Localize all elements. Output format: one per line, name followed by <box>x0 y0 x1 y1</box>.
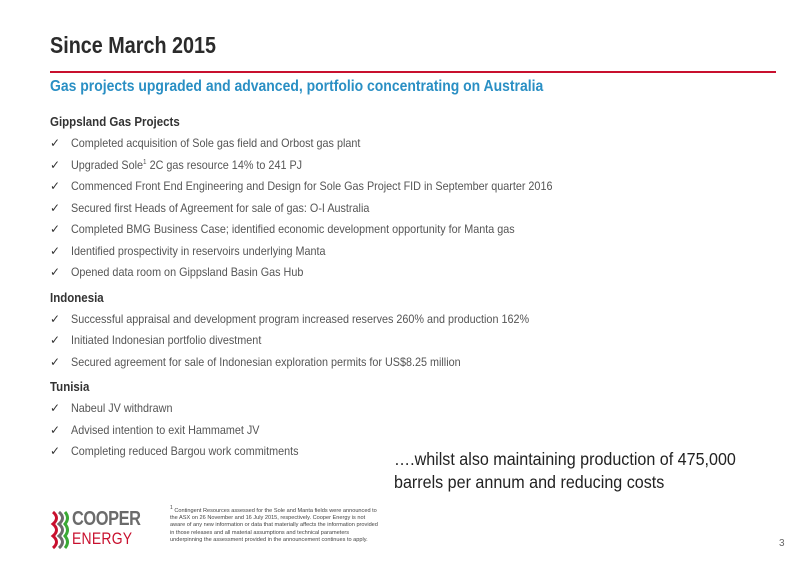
bullet-content <box>50 112 750 463</box>
checkmark-icon: ✓ <box>50 265 61 279</box>
bullet-item <box>50 262 750 284</box>
bullet-item <box>50 309 750 331</box>
bullet-item <box>50 198 750 220</box>
bullet-text: Identified prospectivity in reservoirs underlying Manta <box>71 243 326 258</box>
bullet-text: Nabeul JV withdrawn <box>71 401 173 415</box>
section-heading: Indonesia <box>50 290 104 305</box>
checkmark-icon: ✓ <box>50 136 61 150</box>
bullet-text: Opened data room on Gippsland Basin Gas Hub <box>71 265 304 279</box>
checkmark-icon: ✓ <box>50 422 61 437</box>
bullet-text: Initiated Indonesian portfolio divestment <box>71 333 262 347</box>
title-divider <box>50 71 776 73</box>
bullet-item <box>50 155 750 177</box>
checkmark-icon: ✓ <box>50 200 61 215</box>
bullet-item <box>50 352 750 374</box>
bullet-item <box>50 219 750 241</box>
footnote-text: Contingent Resources assessed for the Sole and Manta fields were announced to the ASX on 26 November and 16 July 2015, respectively. Cooper Energy is not aware of any new information or data that materially affects the information provided in those releases and all material assumptions and technical parameters underpinning the assessment provided in the announcement continues to apply. <box>170 507 378 544</box>
checkmark-icon: ✓ <box>50 311 61 326</box>
checkmark-icon: ✓ <box>50 179 61 193</box>
page-title: Since March 2015 <box>50 32 217 58</box>
checkmark-icon: ✓ <box>50 222 61 236</box>
page-subtitle: Gas projects upgraded and advanced, portfolio concentrating on Australia <box>50 78 544 95</box>
cooper-energy-logo-mark-icon <box>50 510 70 550</box>
company-logo <box>50 506 160 554</box>
checkmark-icon: ✓ <box>50 401 61 415</box>
bullet-text: Commenced Front End Engineering and Design for Sole Gas Project FID in September quarter 2016 <box>71 179 553 193</box>
logo-word-energy: ENERGY <box>72 529 133 548</box>
callout-line-1: ….whilst also maintaining production of 475,000 <box>394 449 736 469</box>
logo-word-cooper: COOPER <box>72 508 141 530</box>
page-number: 3 <box>779 538 785 549</box>
bullet-item <box>50 330 750 352</box>
footnote-marker: 1 <box>170 505 173 511</box>
bullet-item <box>50 241 750 263</box>
bullet-item <box>50 133 750 155</box>
callout-line-2: barrels per annum and reducing costs <box>394 472 665 492</box>
section-heading: Gippsland Gas Projects <box>50 115 180 129</box>
footnote <box>170 505 380 544</box>
bullet-text: Successful appraisal and development program increased reserves 260% and production 162% <box>71 311 530 326</box>
checkmark-icon: ✓ <box>50 444 61 458</box>
bullet-text: Completed acquisition of Sole gas field and Orbost gas plant <box>71 136 361 150</box>
bullet-item <box>50 398 750 420</box>
checkmark-icon: ✓ <box>50 157 61 172</box>
checkmark-icon: ✓ <box>50 354 61 369</box>
bullet-text: Secured first Heads of Agreement for sale of gas: O-I Australia <box>71 200 370 215</box>
checkmark-icon: ✓ <box>50 333 61 347</box>
bullet-item <box>50 420 750 442</box>
bullet-text: Completing reduced Bargou work commitments <box>71 444 299 458</box>
bullet-text: Secured agreement for sale of Indonesian exploration permits for US$8.25 million <box>71 354 461 369</box>
bullet-text: Upgraded Sole$^1$ 2C gas resource 14% to 241 PJ <box>71 157 303 172</box>
checkmark-icon: ✓ <box>50 243 61 258</box>
callout-text <box>394 448 736 494</box>
bullet-text: Advised intention to exit Hammamet JV <box>71 422 260 437</box>
bullet-text: Completed BMG Business Case; identified economic development opportunity for Manta gas <box>71 222 515 236</box>
bullet-item <box>50 176 750 198</box>
section-heading: Tunisia <box>50 380 90 394</box>
